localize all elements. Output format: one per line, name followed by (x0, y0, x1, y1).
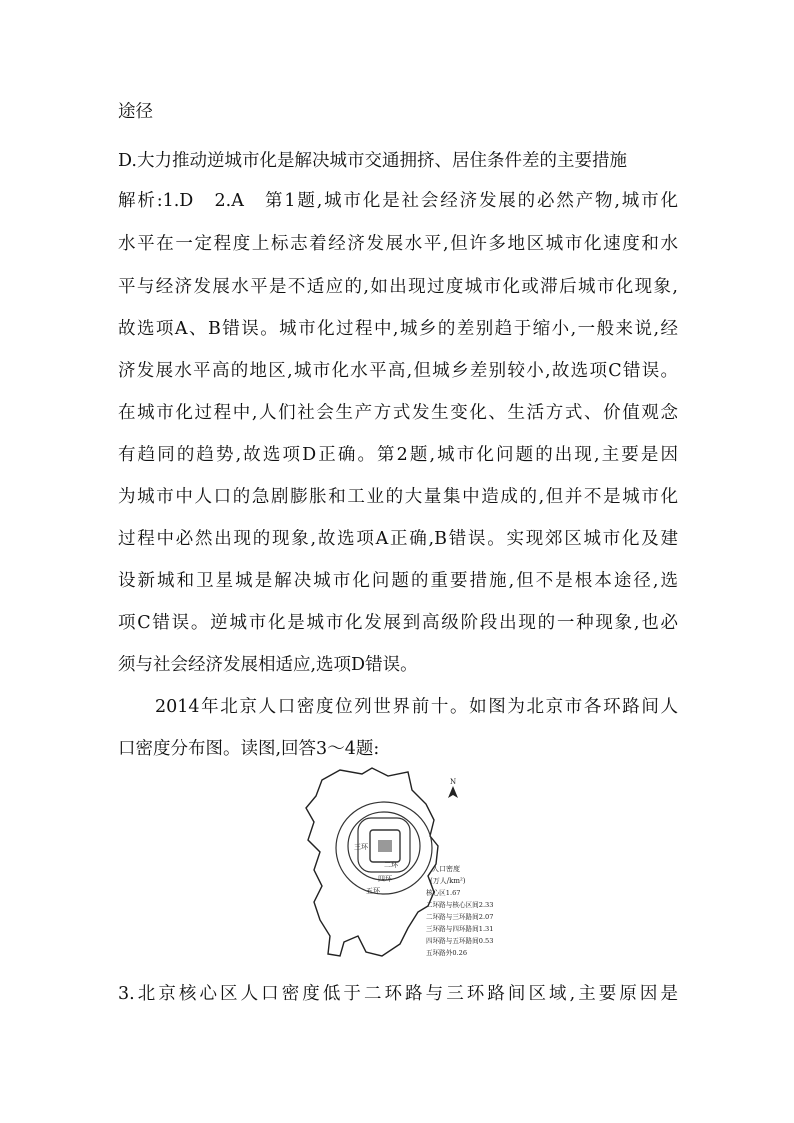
legend-unit: (万人/km²) (430, 877, 466, 885)
legend-item: 三环路与四环路间1.31 (426, 925, 494, 933)
legend-item: 五环路外0.26 (426, 949, 468, 957)
analysis-line: 项C错误。逆城市化是城市化发展到高级阶段出现的一种现象,也必 (118, 613, 678, 633)
core-area (378, 840, 392, 852)
analysis-line: 故选项A、B错误。城市化过程中,城乡的差别趋于缩小,一般来说,经 (118, 319, 678, 339)
analysis-line: 济发展水平高的地区,城市化水平高,但城乡差别较小,故选项C错误。 (118, 361, 678, 381)
analysis-line: 过程中必然出现的现象,故选项A正确,B错误。实现郊区城市化及建 (118, 529, 678, 549)
legend-item: 二环路与核心区间2.33 (426, 901, 494, 909)
intro-line: 2014年北京人口密度位列世界前十。如图为北京市各环路间人 (155, 697, 678, 717)
ring-4-label: 四环 (378, 875, 392, 883)
ring-3-label: 三环 (354, 843, 368, 851)
text-line: 途径 (118, 102, 153, 122)
legend-title: 人口密度 (432, 865, 460, 873)
ring-2-label: 二环 (384, 861, 398, 869)
option-d: D.大力推动逆城市化是解决城市交通拥挤、居住条件差的主要措施 (118, 151, 627, 171)
question-3: 3.北京核心区人口密度低于二环路与三环路间区域,主要原因是 (118, 984, 678, 1004)
analysis-line: 为城市中人口的急剧膨胀和工业的大量集中造成的,但并不是城市化 (118, 487, 678, 507)
analysis-line: 须与社会经济发展相适应,选项D错误。 (118, 655, 418, 675)
intro-line: 口密度分布图。读图,回答3～4题: (118, 739, 380, 759)
analysis-line: 设新城和卫星城是解决城市化问题的重要措施,但不是根本途径,选 (118, 571, 678, 591)
north-arrow-icon (448, 786, 458, 798)
legend-item: 核心区1.67 (426, 889, 461, 897)
analysis-line: 解析:1.D 2.A 第1题,城市化是社会经济发展的必然产物,城市化 (118, 191, 678, 211)
beijing-ring-road-map (300, 760, 540, 970)
analysis-line: 在城市化过程中,人们社会生产方式发生变化、生活方式、价值观念 (118, 403, 678, 423)
ring-5-label: 五环 (366, 887, 380, 895)
legend (426, 864, 493, 957)
analysis-line: 水平在一定程度上标志着经济发展水平,但许多地区城市化速度和水 (118, 234, 678, 254)
legend-item: 二环路与三环路间2.07 (426, 913, 494, 921)
analysis-line: 平与经济发展水平是不适应的,如出现过度城市化或滞后城市化现象, (118, 277, 678, 297)
analysis-line: 有趋同的趋势,故选项D正确。第2题,城市化问题的出现,主要是因 (118, 445, 678, 465)
legend-item: 四环路与五环路间0.53 (426, 937, 494, 945)
north-label: N (450, 778, 457, 786)
